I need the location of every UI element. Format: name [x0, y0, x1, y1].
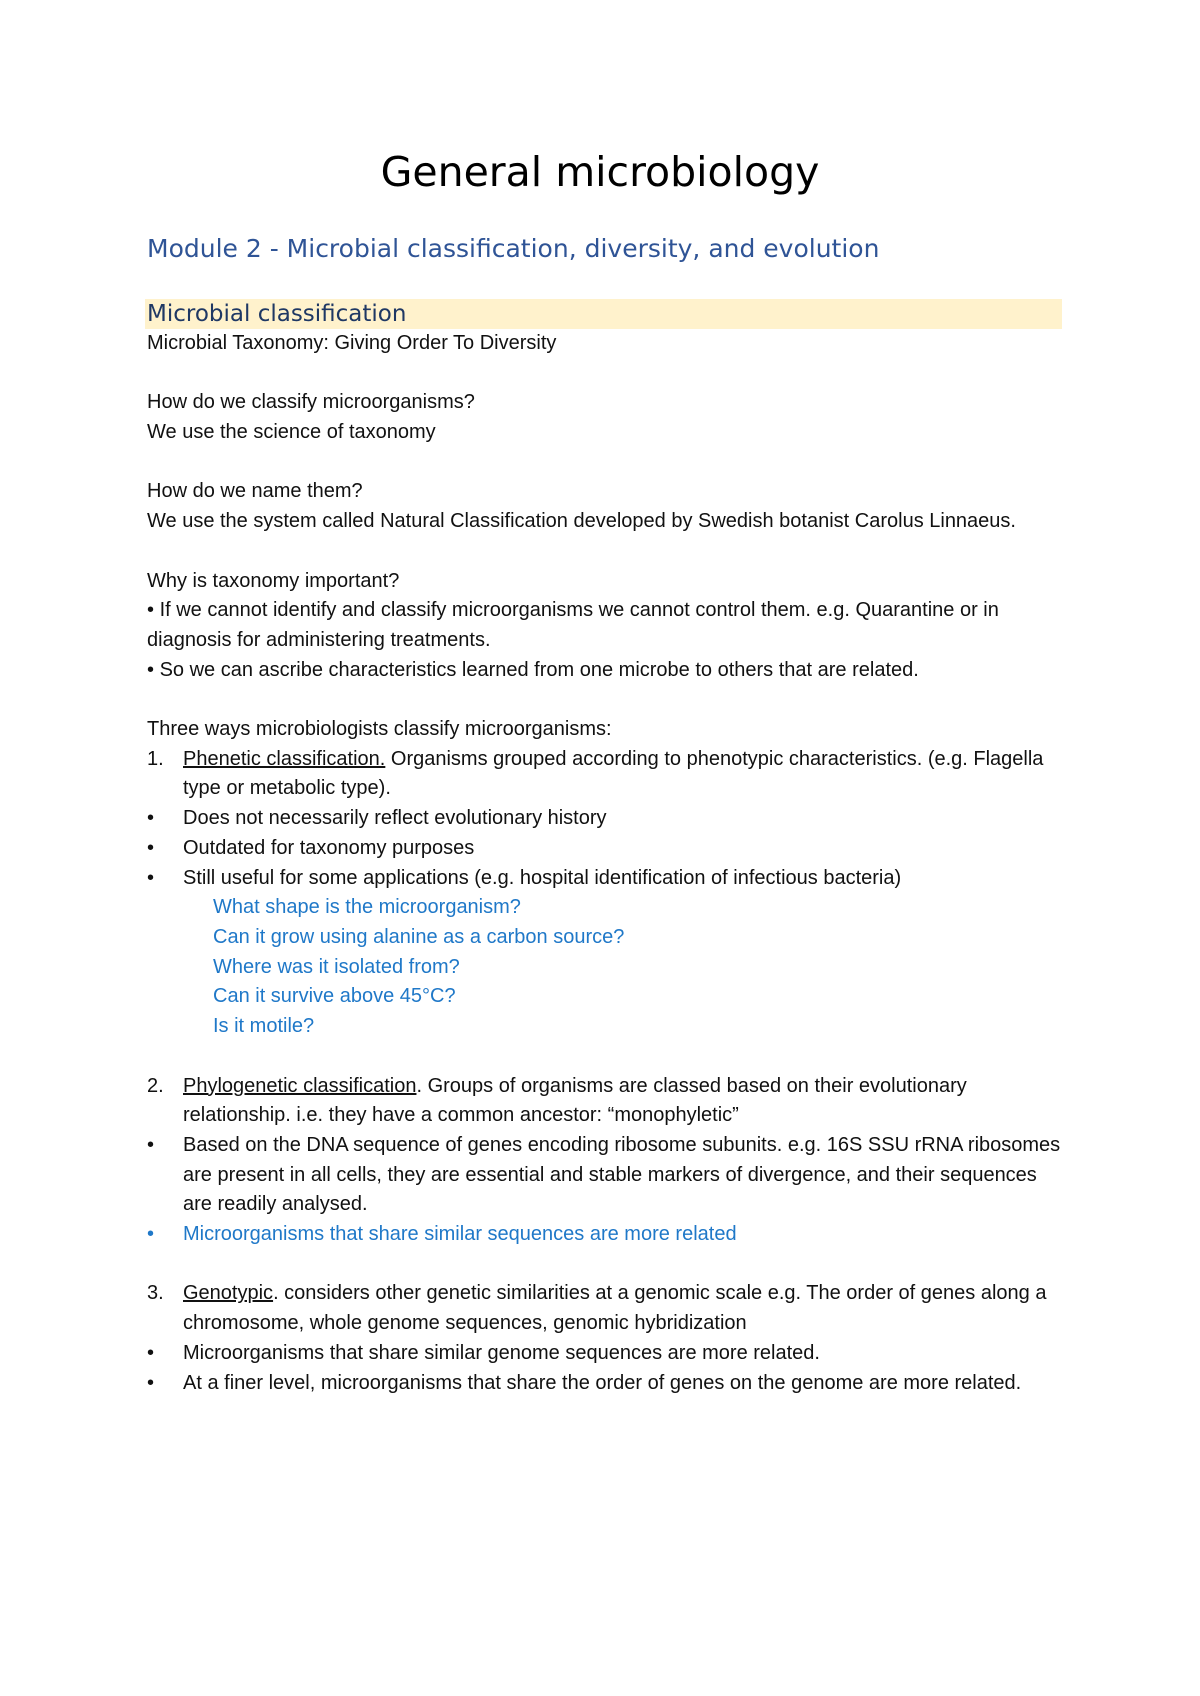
list-item: • Outdated for taxonomy purposes: [147, 834, 1067, 864]
question-name: How do we name them?: [147, 480, 363, 503]
phenetic-desc: Organisms grouped according to phenotypic characteristics. (e.g. Flagella type or metabolic type).: [183, 747, 1044, 800]
phenetic-question: Where was it isolated from?: [213, 955, 460, 978]
bullet-icon: •: [147, 1223, 155, 1246]
phenetic-question: Can it grow using alanine as a carbon source?: [213, 926, 625, 948]
three-ways-intro: Three ways microbiologists classify microorganisms:: [147, 718, 612, 741]
phylogenetic-term: Phylogenetic classification: [183, 1074, 417, 1097]
phenetic-question: What shape is the microorganism?: [213, 896, 521, 919]
list-number: 3.: [147, 1282, 164, 1305]
answer-classify: We use the science of taxonomy: [147, 421, 436, 444]
phenetic-question: Can it survive above 45°C?: [213, 985, 456, 1008]
genotypic-item: [147, 1279, 1067, 1338]
answer-name: We use the system called Natural Classification developed by Swedish botanist Carolus Linnaeus.: [147, 510, 1016, 533]
genotypic-desc: . considers other genetic similarities at a genomic scale e.g. The order of genes along a chromosome, whole genome sequences, genomic hybridization: [183, 1282, 1047, 1335]
bullet-icon: •: [147, 1341, 155, 1364]
bullet-icon: •: [147, 836, 155, 859]
bullet-icon: •: [147, 1371, 155, 1394]
genotypic-term: Genotypic: [183, 1282, 274, 1305]
list-item: • Does not necessarily reflect evolutionary history: [147, 804, 1067, 834]
list-number: 1.: [147, 747, 164, 770]
importance-bullet: • If we cannot identify and classify microorganisms we cannot control them. e.g. Quarantine or in diagnosis for administering treatments.: [147, 599, 999, 651]
list-item: • Microorganisms that share similar sequences are more related: [147, 1220, 1067, 1250]
list-item: • Microorganisms that share similar genome sequences are more related.: [147, 1339, 1067, 1369]
question-classify: How do we classify microorganisms?: [147, 391, 475, 414]
module-heading: Module 2 - Microbial classification, diversity, and evolution: [147, 234, 880, 263]
bullet-icon: •: [147, 1133, 155, 1156]
document-body: [147, 329, 1067, 1398]
phylogenetic-item: [147, 1072, 1067, 1131]
bullet-icon: •: [147, 866, 155, 889]
phylogenetic-desc: . Groups of organisms are classed based on their evolutionary relationship. i.e. they have a common ancestor: “monophyletic”: [183, 1074, 967, 1127]
phenetic-item: [147, 745, 1067, 804]
list-number: 2.: [147, 1074, 164, 1097]
bullet-icon: •: [147, 807, 155, 830]
section-heading: Microbial classification: [145, 299, 1062, 329]
importance-bullet: • So we can ascribe characteristics learned from one microbe to others that are related.: [147, 658, 919, 681]
phenetic-question: Is it motile?: [213, 1015, 315, 1038]
list-item: • At a finer level, microorganisms that share the order of genes on the genome are more related.: [147, 1369, 1067, 1399]
question-importance: Why is taxonomy important?: [147, 569, 400, 592]
list-item: • Based on the DNA sequence of genes encoding ribosome subunits. e.g. 16S SSU rRNA ribosomes are present in all cells, they are essential and stable markers of divergence, and their sequences are readily analysed.: [147, 1131, 1067, 1220]
list-item: • Still useful for some applications (e.g. hospital identification of infectious bacteria): [147, 864, 1067, 894]
subtitle: Microbial Taxonomy: Giving Order To Diversity: [147, 332, 557, 354]
document-title: General microbiology: [380, 148, 820, 196]
phenetic-term: Phenetic classification.: [183, 747, 386, 770]
